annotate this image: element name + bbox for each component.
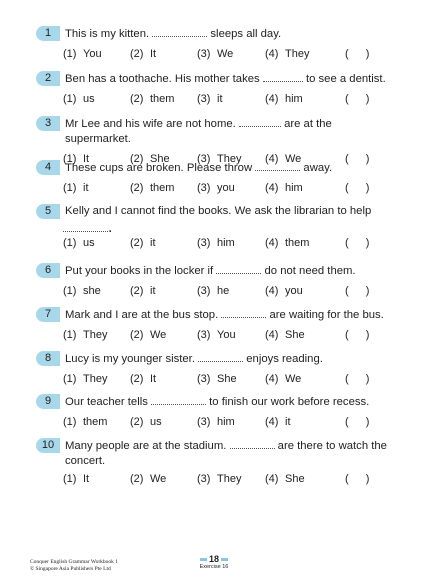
question-number: 10 [36,438,60,453]
question-5 [36,204,396,250]
option-2[interactable]: (2) it [130,285,156,297]
option-3[interactable]: (3) She [197,373,237,385]
option-1[interactable]: (1) them [63,416,108,428]
question-number: 5 [36,204,60,219]
option-2[interactable]: (2) We [130,473,167,485]
footer-credits [30,559,118,573]
page-number: 18 [190,554,238,564]
question-stem: Ben has a toothache. His mother takes to see a dentist. [65,73,386,85]
exercise-label: Exercise 16 [199,564,229,570]
page-bar-left [200,558,207,561]
copyright: © Singapore Asia Publishers Pte Ltd [30,566,111,572]
option-4[interactable]: (4) you [265,285,303,297]
answer-box[interactable]: ( ) [345,182,370,194]
question-10 [36,438,396,486]
option-4[interactable]: (4) We [265,373,302,385]
option-4[interactable]: (4) him [265,182,303,194]
question-6 [36,263,396,298]
option-2[interactable]: (2) We [130,329,167,341]
answer-blank[interactable] [230,438,275,449]
answer-blank[interactable] [63,221,108,232]
option-4[interactable]: (4) We [265,153,302,165]
answer-box[interactable]: ( ) [345,373,370,385]
option-1[interactable]: (1) It [63,473,90,485]
question-number: 4 [36,160,60,175]
answer-blank[interactable] [216,263,261,274]
options-row [36,415,396,429]
options-row [36,92,396,106]
answer-blank[interactable] [239,116,281,127]
option-1[interactable]: (1) us [63,93,95,105]
question-stem: Our teacher tells to finish our work before recess. [65,396,370,408]
question-8 [36,351,396,386]
answer-box[interactable]: ( ) [345,237,370,249]
options-row [36,372,396,386]
question-stem: Put your books in the locker if do not need them. [65,265,356,277]
answer-box[interactable]: ( ) [345,93,370,105]
question-stem: Lucy is my younger sister. enjoys reading. [65,353,323,365]
option-3[interactable]: (3) You [197,329,236,341]
option-4[interactable]: (4) them [265,237,310,249]
question-stem: Kelly and I cannot find the books. We ask the librarian to help [65,205,372,217]
answer-box[interactable]: ( ) [345,329,370,341]
option-2[interactable]: (2) it [130,237,156,249]
question-stem: These cups are broken. Please throw away. [65,162,333,174]
question-number: 6 [36,263,60,278]
answer-blank[interactable] [221,307,266,318]
option-3[interactable]: (3) They [197,473,242,485]
option-2[interactable]: (2) She [130,153,170,165]
answer-blank[interactable] [151,394,206,405]
options-row [36,472,396,486]
question-number: 2 [36,71,60,86]
options-row [36,284,396,298]
options-row [36,328,396,342]
answer-box[interactable]: ( ) [345,285,370,297]
question-number: 7 [36,307,60,322]
answer-blank[interactable] [263,71,303,82]
option-1[interactable]: (1) You [63,48,102,60]
option-4[interactable]: (4) She [265,329,305,341]
option-1[interactable]: (1) it [63,182,89,194]
answer-box[interactable]: ( ) [345,416,370,428]
question-stem-continued: . [36,219,396,233]
answer-blank[interactable] [152,26,207,37]
option-1[interactable]: (1) us [63,237,95,249]
option-3[interactable]: (3) They [197,153,242,165]
question-4 [36,160,396,195]
option-2[interactable]: (2) It [130,373,157,385]
question-stem: Mr Lee and his wife are not home. are at the supermarket. [65,118,332,145]
option-3[interactable]: (3) him [197,416,235,428]
question-1 [36,26,396,61]
question-2 [36,71,396,106]
option-4[interactable]: (4) They [265,48,310,60]
answer-blank[interactable] [198,351,243,362]
options-row [36,236,396,250]
option-1[interactable]: (1) It [63,153,90,165]
option-3[interactable]: (3) you [197,182,235,194]
question-stem: This is my kitten. sleeps all day. [65,28,282,40]
page-bar-right [221,558,228,561]
answer-box[interactable]: ( ) [345,473,370,485]
question-stem: Many people are at the stadium. are there to watch the concert. [65,440,387,467]
option-2[interactable]: (2) It [130,48,157,60]
option-3[interactable]: (3) him [197,237,235,249]
option-1[interactable]: (1) They [63,373,108,385]
question-stem: Mark and I are at the bus stop. are waiting for the bus. [65,309,384,321]
book-title: Conquer English Grammar Workbook 1 [30,559,119,565]
option-2[interactable]: (2) them [130,93,175,105]
question-number: 8 [36,351,60,366]
option-4[interactable]: (4) him [265,93,303,105]
option-4[interactable]: (4) it [265,416,291,428]
option-3[interactable]: (3) We [197,48,234,60]
question-number: 3 [36,116,60,131]
option-4[interactable]: (4) She [265,473,305,485]
option-1[interactable]: (1) she [63,285,101,297]
option-1[interactable]: (1) They [63,329,108,341]
answer-blank[interactable] [255,160,300,171]
question-9 [36,394,396,429]
question-number: 9 [36,394,60,409]
options-row [36,47,396,61]
answer-box[interactable]: ( ) [345,153,370,165]
question-number: 1 [36,26,60,41]
page-footer [190,554,238,571]
question-7 [36,307,396,342]
option-2[interactable]: (2) us [130,416,162,428]
question-3 [36,116,396,166]
options-row [36,181,396,195]
option-2[interactable]: (2) them [130,182,175,194]
option-3[interactable]: (3) he [197,285,230,297]
option-3[interactable]: (3) it [197,93,223,105]
answer-box[interactable]: ( ) [345,48,370,60]
